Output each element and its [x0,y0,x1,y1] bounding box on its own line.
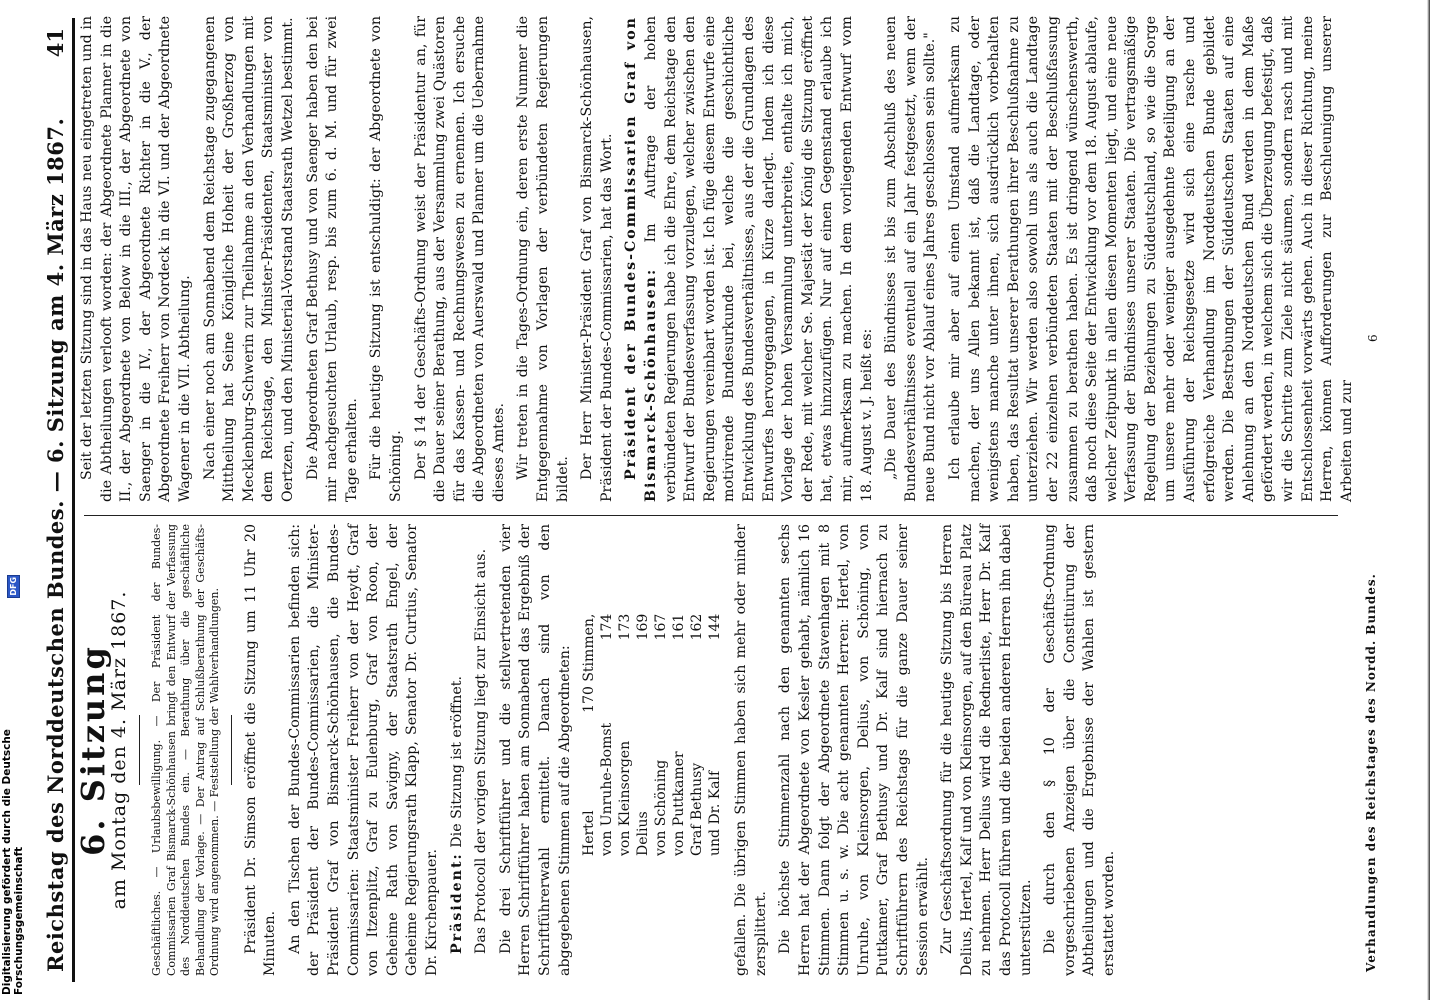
running-header [28,18,75,982]
agenda-rule [231,715,232,785]
paragraph-protocol: Das Protocoll der vorigen Sitzung liegt zur Einsicht aus. [473,548,490,954]
paragraph-mecklenburg: Nach einer noch am Sonnabend dem Reichstage zugegangenen Mittheilung hat Seine Königliche Hoheit der Großherzog von Mecklenburg-Schwerin zur Theilnahme an den Verhandlungen mit dem Reichstage, den Minister-Präsidenten, Staatsminister von Oertzen, und den Ministerial-Vorstand Staatsrath Wetzel bestimmt. [201,16,296,502]
paragraph-opening: Präsident Dr. Simson eröffnet die Sitzung um 11 Uhr 20 Minuten. [242,524,279,976]
digitisation-credit [1,575,25,995]
agenda-summary: Geschäftliches. — Urlaubsbewilligung. — Der Präsident der Bundes-Commissarien Graf Bismarck-Schönhausen bringt den Entwurf der Verfassung des Norddeutschen Bundes ein. — Berathung über die geschäftliche Behandlung der Vorlage. — Der Antrag auf Schlußberathung der Geschäfts-Ordnung wird angenommen. — Feststellung der Wahlverhandlungen. [150,524,222,976]
left-column [74,524,1338,976]
credit-text: Digitalisierung gefördert durch die Deutsche Forschungsgemeinschaft [1,729,25,995]
vote-name: Hertel [581,810,598,856]
vote-count: 170 Stimmen, [581,613,598,713]
text-columns [74,16,1355,982]
session-title: 6. Sitzung [74,644,112,856]
vote-count: 174 [599,613,616,641]
paragraph-quaestors: Der § 14 der Geschäfts-Ordnung weist der Präsidentur an, für die Dauer seiner Berathung, aus der Versammlung zwei Quästoren für das Kassen- und Rechnungswesen zu ernennen. Ich ersuche die Abgeordneten von Auerswald und Planner um die Uebernahme dieses Amtes. [412,16,507,502]
table-row [688,604,706,856]
vote-name: und Dr. Kalf [707,770,724,856]
table-row [706,604,724,856]
dfg-logo-icon: DFG [8,576,18,596]
paragraph-president-opened [448,524,468,976]
session-date: am Montag den 4. März 1867. [107,590,130,910]
vote-name: von Puttkamer [671,751,688,856]
page-inner [26,18,1408,982]
paragraph-commissioners: An den Tischen der Bundes-Commissarien befinden sich: der Präsident der Bundes-Commissarien, die Minister-Präsident Graf von Bismarck-Schönhausen, die Bundes-Commissarien: Staatsminister Freiherr von der Heydt, Graf von Itzenplitz, Graf zu Eulenburg, Graf von Roon, der Geheime Rath von Savigny, der Staatsrath Engel, der Geheime Regierungsrath Klapp, Senator Dr. Curtius, Senator Dr. Kirchenpauer. [286,524,441,976]
table-row [634,604,652,856]
table-row [616,604,634,856]
column-divider [84,515,1338,516]
speaker-text: Im Auftrage der hohen verbündeten Regierungen habe ich die Ehre, dem Reichstage den Entwurf der Bundesverfassung vorzulegen, welcher zwischen den Regierungen vereinbart worden ist. Ich füge diesem Entwurfe eine motivirende Bundesurkunde bei, welche die geschichtliche Entwicklung des Bundesverhältnisses, aus der die Grundlagen des Entwurfes hervorgegangen, in Kürze darlegt. Indem ich diese Vorlage der hohen Versammlung unterbreite, enthalte ich mich, der Rede, mit welcher Se. Majestät der König die Sitzung eröffnet hat, etwas hinzuzufügen. Nur auf einen Gegenstand erlaube ich mir, aufmerksam zu machen. In dem vorliegenden Entwurf vom 18. August v. J. heißt es: [643,16,875,502]
paragraph-bureau: Zur Geschäftsordnung für die heutige Sitzung bis Herren Delius, Hertel, Kalf und von Kleinsorgen, auf den Büreau Platz zu nehmen. Herr Delius wird die Rednerliste, Herr Dr. Kalf das Protocoll führen und die beiden anderen Herren ihn dabei unterstützen. [939,524,1034,976]
paragraph-speech-continued: Ich erlaube mir aber auf einen Umstand aufmerksam zu machen, der uns Allen bekannt ist, daß die Landtage, oder wenigstens manche unter ihnen, sich ausdrücklich vorbehalten haben, das Resultat unserer Berathungen ihrer Beschlußnahme zu unterziehen. Wir werden also sowohl uns als auch die Landtage der 22 einzelnen verbündeten Staaten mit der Beschlußfassung zusammen zu berathen haben. Es ist dringend wünschenswerth, daß noch diese Seite der Entwicklung vor dem 18. August ablaufe, welcher Zeitpunkt in allen diesen Momenten liegt, und eine neue Verfassung der Bündnisses unserer Staaten. Die vertragsmäßige Regelung der Beziehungen zu Süddeutschland, so wie die Sorge um unsere mehr oder weniger ausgedehnte Beteiligung an der Ausführung der Reichsgesetze wird sich eine rasche und erfolgreiche Verhandlung im Norddeutschen Bunde gebildet werden. Die Bestrebungen der Süddeutschen Staaten auf eine Anlehnung an den Norddeutschen Bund werden in dem Maße gefördert werden, in welchem sich die Überzeugung befestigt, daß wir die Schritte zum Ziele nicht säumen, sondern rasch und mit Entschlossenheit vorwärts gehen. Auch in dieser Richtung, meine Herren, können Aufforderungen zur Beschleunigung unserer Arbeiten und zur [946,16,1355,502]
vote-name: Graf Bethusy [689,762,706,856]
right-column [78,16,1355,502]
vote-count: 161 [671,613,688,641]
speaker-label: Präsident der Bundes-Commissarien Graf von Bismarck-Schönhausen: [623,16,660,502]
speaker-text: Die Sitzung ist eröffnet. [448,676,465,848]
table-row [652,604,670,856]
vote-count: 167 [653,613,670,641]
table-row [598,604,616,856]
paragraph-excused: Für die heutige Sitzung ist entschuldigt: der Abgeordnete von Schöning. [368,16,404,502]
signature-mark: 6 [1366,334,1380,342]
vote-count: 162 [689,613,706,641]
table-row [580,604,598,856]
vote-name: Delius [635,811,652,856]
scan-edge [1427,0,1430,1000]
vote-count: 144 [707,613,724,641]
vote-table [580,604,724,856]
page-number: 41 [43,28,68,58]
footer-line: Verhandlungen des Reichstages des Nordd. Bundes. [1364,573,1378,972]
vote-name: von Kleinsorgen [617,740,634,856]
vote-count: 169 [635,613,652,641]
table-row [670,604,688,856]
paragraph-quotation: „Die Dauer des Bündnisses ist bis zum Abschluß des neuen Bundesverhältnisses eventuell auf ein Jahr festgesetzt, wenn der neue Bund nicht vor Ablauf eines Jahres geschlossen sein sollte." [883,16,939,502]
paragraph-announcements: Die durch den § 10 der Geschäfts-Ordnung vorgeschriebenen Anzeigen über die Constituirung der Abtheilungen und die Ergebnisse der Wahlen ist gestern erstattet worden. [1042,524,1117,976]
paragraph-bismarck-speech [622,16,877,502]
rotated-document-page [16,10,1416,990]
vote-count: 173 [617,613,634,641]
speaker-label: Präsident: [448,852,465,954]
paragraph-secretaries: Die drei Schriftführer und die stellvertretenden vier Herren Schriftführer haben am Sonnabend das Ergebniß der Schriftführerwahl ermittelt. Danach sind von den abgegebenen Stimmen auf die Abgeordneten: [497,524,573,976]
vote-name: von Schöning [653,759,670,856]
title-rule [139,715,140,785]
paragraph-agenda-entry: Wir treten in die Tages-Ordnung ein, deren erste Nummer die Entgegennahme von Vorlagen der verbündeten Regierungen bildet. [515,16,571,502]
paragraph-leave: Die Abgeordneten Graf Bethusy und von Saenger haben den bei mir nachgesuchten Urlaub, resp. bis zum 6. d. M. und für zwei Tage erhalten. [304,16,360,502]
paragraph-votes-result: gefallen. Die übrigen Stimmen haben sich mehr oder minder zersplittert. [733,524,769,976]
vote-name: von Unruhe-Bomst [599,722,616,856]
paragraph-new-members: Seit der letzten Sitzung sind in das Haus neu eingetreten und in die Abtheilungen verlooft worden: der Abgeordnete Planner in die II., der Abgeordnete von Below in die III., der Abgeordnete von Saenger in die IV., der Abgeordnete Richter in die V., der Abgeordnete Freiherr von Nordeck in die VI. und der Abgeordnete Wagener in die VII. Abtheilung. [79,16,193,502]
paragraph-highest-votes: Die höchste Stimmenzahl nach den genannten sechs Herren hat der Abgeordnete von Kesler gehabt, nämlich 16 Stimmen. Dann folgt der Abgeordnete Stavenhagen mit 8 Stimmen u. s. w. Die acht genannten Herren: Hertel, von Unruhe, von Kleinsorgen, Delius, von Schöning, von Puttkamer, Graf Bethusy und Dr. Kalf sind hiernach zu Schriftführern des Reichstags für die ganze Dauer seiner Session erwählt. [777,524,931,976]
paragraph-floor-given: Der Herr Minister-Präsident Graf von Bismarck-Schönhausen, Präsident der Bundes-Commissarien, hat das Wort. [579,16,615,502]
header-title: Reichstag des Norddeutschen Bundes. — 6. Sitzung am 4. März 1867. [43,117,68,972]
